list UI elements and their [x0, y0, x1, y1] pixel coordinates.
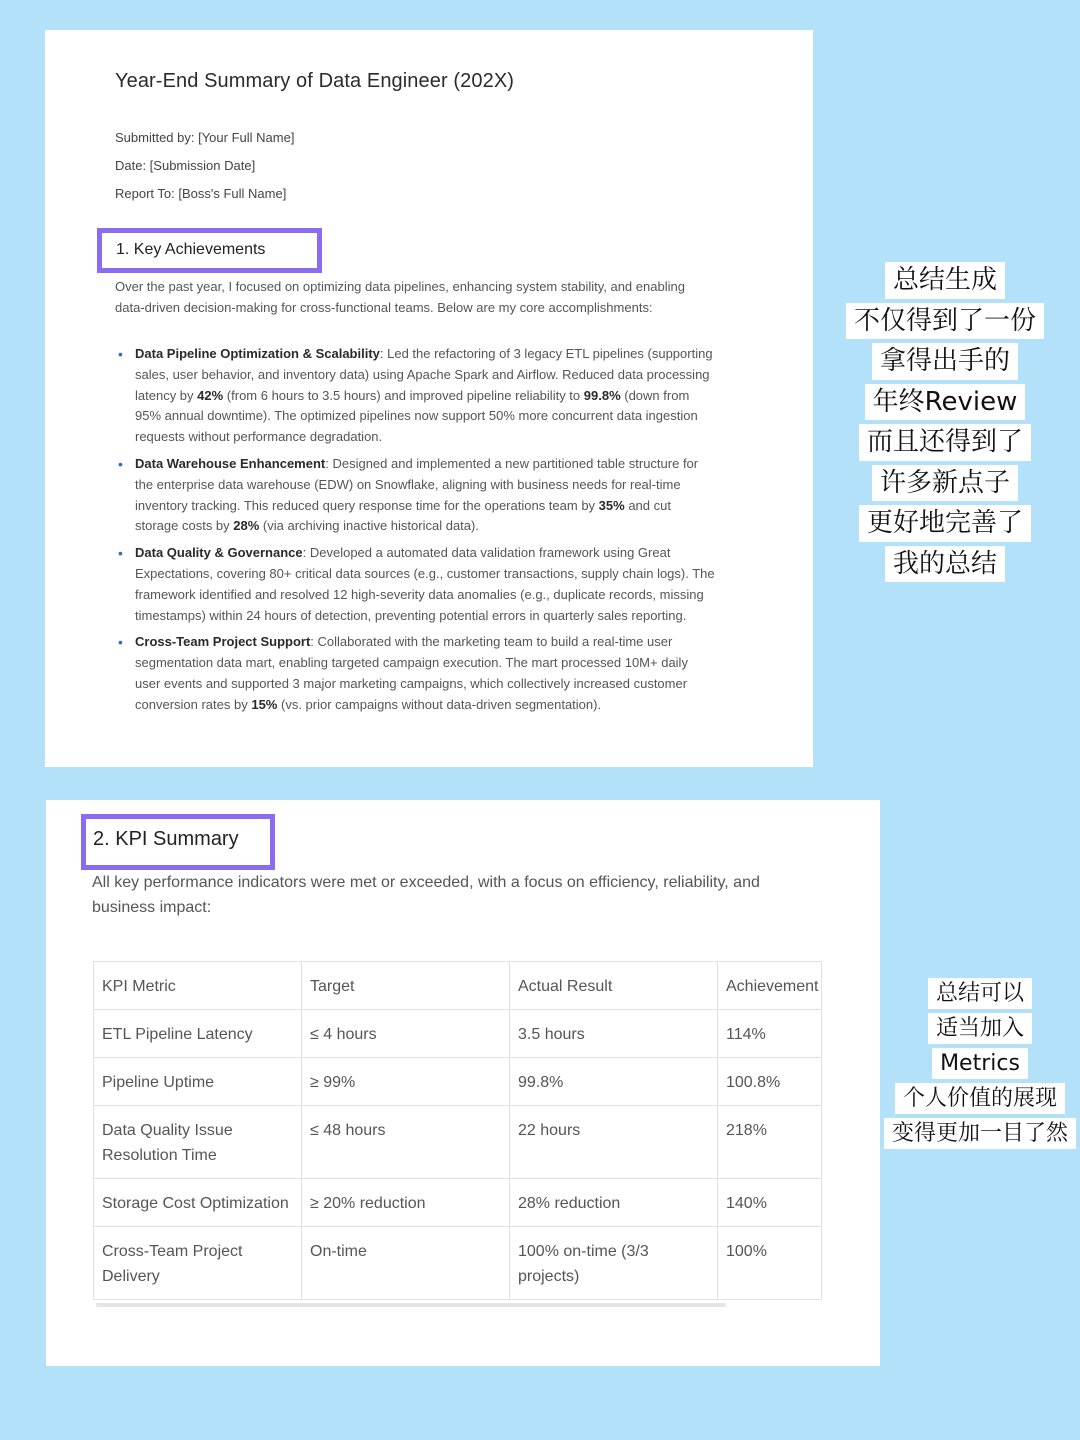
achievement-title: Data Quality & Governance: [135, 545, 303, 561]
annotation-line: 适当加入: [928, 1013, 1032, 1044]
list-item: • Cross-Team Project Support: Collaborated with the marketing team to build a real-time user segmentation data mart, enabling targeted campaign execution. The mart processed 10M+ daily user events and supported 3 major marketing campaigns, which collectively increased customer conversion rates by 15% (vs. prior campaigns without data-driven segmentation).: [115, 632, 715, 715]
annotation-line: 总结生成: [885, 262, 1005, 299]
table-cell: Cross-Team Project Delivery: [94, 1227, 302, 1300]
table-row: [94, 1010, 822, 1058]
table-cell: On-time: [302, 1227, 510, 1300]
table-cell: 140%: [718, 1179, 822, 1227]
table-cell: 3.5 hours: [510, 1010, 718, 1058]
table-row: [94, 1106, 822, 1179]
report-to: Report To: [Boss's Full Name]: [115, 186, 287, 201]
section-highlight-box: [97, 228, 322, 273]
table-header-row: [94, 962, 822, 1010]
list-item: • Data Quality & Governance: Developed a automated data validation framework using Great Expectations, covering 80+ critical data sources (e.g., customer transactions, supply chain logs). The framework identified and resolved 12 high-severity data anomalies (e.g., duplicate records, missing timestamps) within 24 hours of detection, preventing potential errors in quarterly sales reporting.: [115, 543, 715, 626]
list-item: • Data Warehouse Enhancement: Designed and implemented a new partitioned table structure for the enterprise data warehouse (EDW) on Snowflake, aligning with business needs for real-time inventory tracking. This reduced query response time for the operations team by 35% and cut storage costs by 28% (via archiving inactive historical data).: [115, 454, 715, 537]
annotation-line: 个人价值的展现: [895, 1083, 1065, 1114]
table-cell: ETL Pipeline Latency: [94, 1010, 302, 1058]
kpi-card: [46, 800, 880, 1366]
table-header-cell: Target: [302, 962, 510, 1010]
annotation-line: Metrics: [932, 1048, 1028, 1079]
achievement-title: Data Warehouse Enhancement: [135, 455, 326, 471]
table-header-cell: Achievement: [718, 962, 822, 1010]
annotation-line: 年终Review: [865, 384, 1026, 421]
submitted-by: Submitted by: [Your Full Name]: [115, 130, 295, 145]
table-cell: Storage Cost Optimization: [94, 1179, 302, 1227]
list-item: • Data Pipeline Optimization & Scalability: Led the refactoring of 3 legacy ETL pipelines (supporting sales, user behavior, and inventory data) using Apache Spark and Airflow. Reduced data processing latency by 42% (from 6 hours to 3.5 hours) and improved pipeline reliability to 99.8% (down from 95% annual downtime). The optimized pipelines now support 50% more concurrent data ingestion requests without performance degradation.: [115, 344, 715, 448]
table-header-cell: KPI Metric: [94, 962, 302, 1010]
table-cell: 100.8%: [718, 1058, 822, 1106]
table-row: [94, 1058, 822, 1106]
annotation-line: 不仅得到了一份: [846, 303, 1044, 340]
annotation-top: [835, 262, 1055, 586]
section-title-key-achievements: 1. Key Achievements: [116, 241, 266, 258]
achievement-title: Data Pipeline Optimization & Scalability: [135, 346, 380, 361]
annotation-line: 许多新点子: [872, 465, 1018, 502]
table-cell: 114%: [718, 1010, 822, 1058]
document-title: Year-End Summary of Data Engineer (202X): [115, 70, 515, 92]
submission-date: Date: [Submission Date]: [115, 158, 256, 173]
annotation-line: 总结可以: [928, 978, 1032, 1009]
table-cell: Data Quality Issue Resolution Time: [94, 1106, 302, 1179]
table-cell: 28% reduction: [510, 1179, 718, 1227]
table-cell: 100%: [718, 1227, 822, 1300]
table-cell: ≤ 48 hours: [302, 1106, 510, 1179]
table-row: [94, 1227, 822, 1300]
annotation-bottom: [880, 978, 1080, 1153]
section-title-kpi-summary: 2. KPI Summary: [93, 828, 239, 850]
table-row: [94, 1179, 822, 1227]
table-cell: ≥ 20% reduction: [302, 1179, 510, 1227]
annotation-line: 我的总结: [885, 546, 1005, 583]
annotation-line: 而且还得到了: [859, 424, 1031, 461]
document-card: [45, 30, 813, 767]
annotation-line: 更好地完善了: [859, 505, 1031, 542]
table-cell: Pipeline Uptime: [94, 1058, 302, 1106]
table-cell: ≥ 99%: [302, 1058, 510, 1106]
kpi-table: [93, 961, 822, 1300]
horizontal-scrollbar[interactable]: [96, 1303, 726, 1307]
table-cell: 99.8%: [510, 1058, 718, 1106]
annotation-line: 拿得出手的: [872, 343, 1018, 380]
section-highlight-box: [81, 814, 275, 870]
annotation-line: 变得更加一目了然: [884, 1118, 1076, 1149]
table-cell: 218%: [718, 1106, 822, 1179]
achievement-title: Cross-Team Project Support: [135, 634, 311, 650]
kpi-intro: All key performance indicators were met or exceeded, with a focus on efficiency, reliability, and business impact:: [92, 874, 760, 916]
achievements-intro: Over the past year, I focused on optimizing data pipelines, enhancing system stability, and enabling data-driven decision-making for cross-functional teams. Below are my core accomplishments:: [115, 279, 685, 315]
table-cell: ≤ 4 hours: [302, 1010, 510, 1058]
achievements-list: [115, 344, 715, 722]
table-cell: 22 hours: [510, 1106, 718, 1179]
table-header-cell: Actual Result: [510, 962, 718, 1010]
table-cell: 100% on-time (3/3 projects): [510, 1227, 718, 1300]
